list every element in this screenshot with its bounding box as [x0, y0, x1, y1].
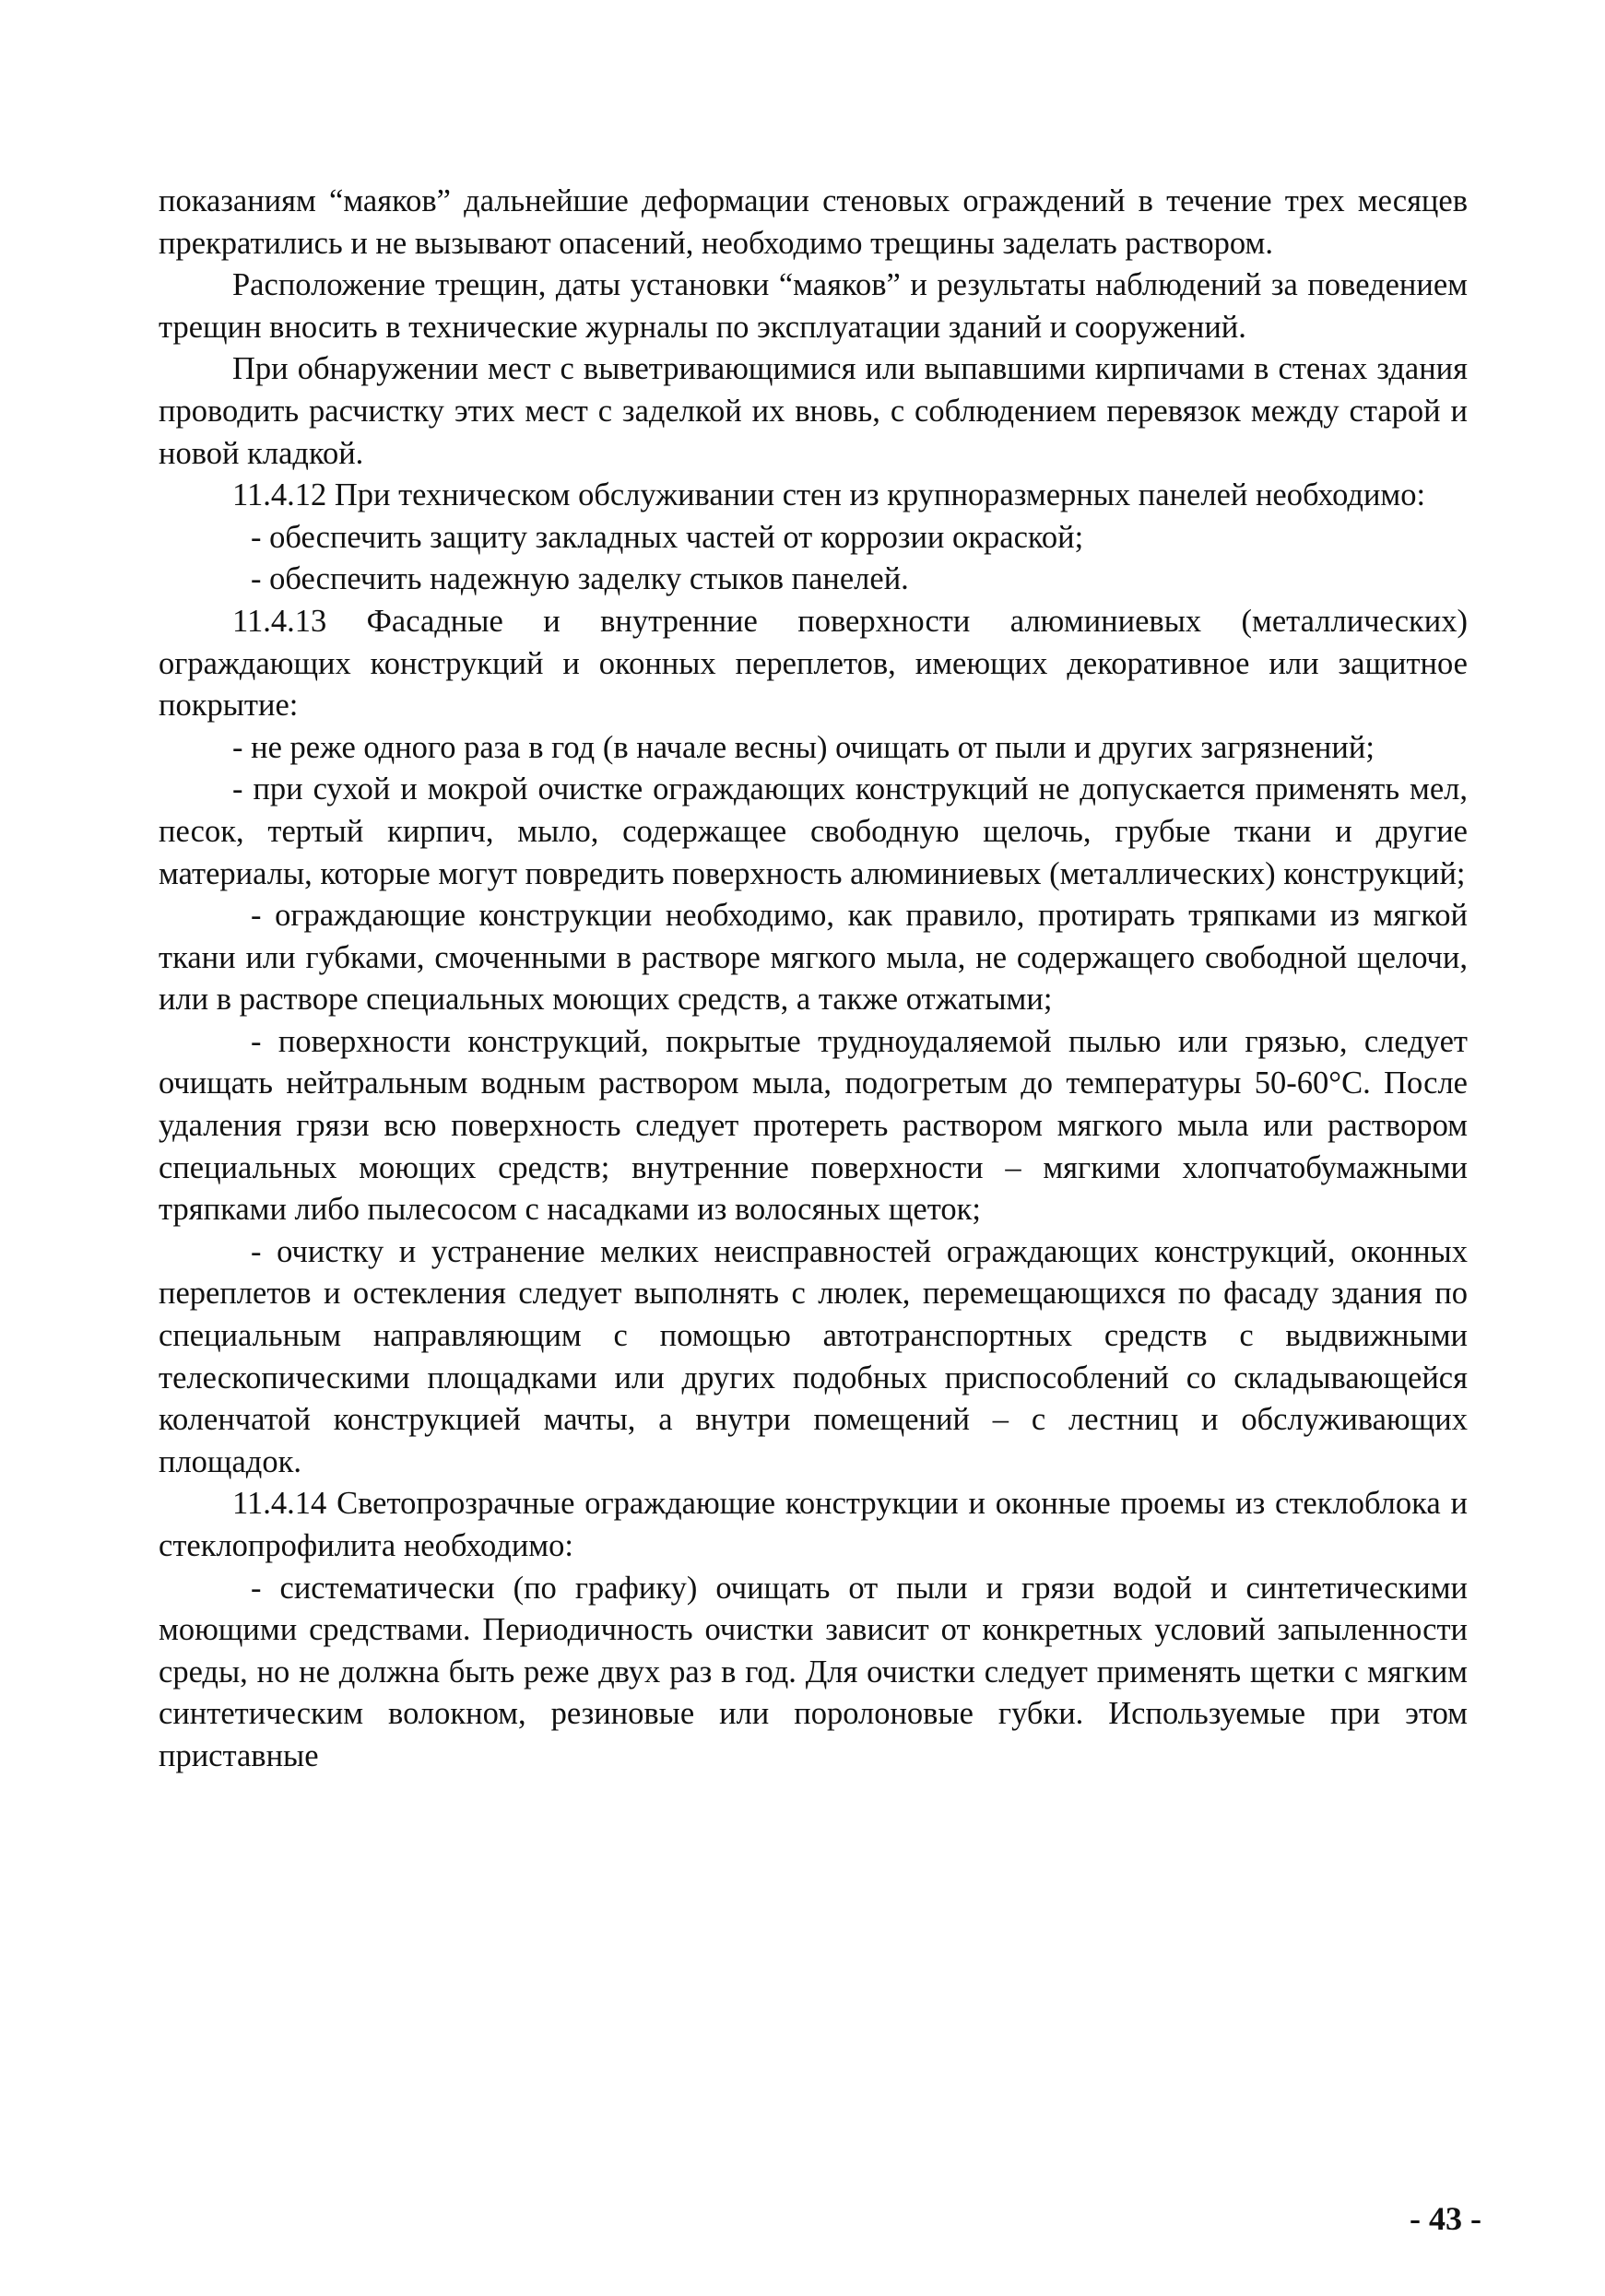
section-11-4-13: 11.4.13 Фасадные и внутренние поверхности алюминиевых (металлических) ограждающих конструкций и оконных переплетов, имеющих декоративное или защитное покрытие:: [159, 603, 1468, 724]
list-item-wiping: - ограждающие конструкции необходимо, как правило, протирать тряпками из мягкой ткани или губками, смоченными в растворе мягкого мыла, не содержащего свободной щелочи, или в растворе специальных моющих средств, а также отжатыми;: [159, 898, 1468, 1018]
list-item-corrosion: - обеспечить защиту закладных частей от коррозии окраской;: [251, 519, 1084, 555]
list-item-joints: - обеспечить надежную заделку стыков панелей.: [251, 561, 909, 597]
paragraph-cracks-log: Расположение трещин, даты установки “маяков” и результаты наблюдений за поведением трещин вносить в технические журналы по эксплуатации зданий и сооружений.: [159, 267, 1468, 345]
paragraph-bricks: При обнаружении мест с выветривающимися или выпавшими кирпичами в стенах здания проводить расчистку этих мест с заделкой их вновь, с соблюдением перевязок между старой и новой кладкой.: [159, 351, 1468, 471]
section-11-4-14: 11.4.14 Светопрозрачные ограждающие конструкции и оконные проемы из стеклоблока и стеклопрофилита необходимо:: [159, 1486, 1468, 1563]
paragraph-continuation: показаниям “маяков” дальнейшие деформации стеновых ограждений в течение трех месяцев прекратились и не вызывают опасений, необходимо трещины заделать раствором.: [159, 183, 1468, 261]
list-item-prohibited-materials: - при сухой и мокрой очистке ограждающих конструкций не допускается применять мел, песок, тертый кирпич, мыло, содержащее свободную щелочь, грубые ткани и другие материалы, которые могут повредить поверхность алюминиевых (металлических) конструкций;: [159, 771, 1468, 891]
list-item-systematic-cleaning: - систематически (по графику) очищать от пыли и грязи водой и синтетическими моющими средствами. Периодичность очистки зависит от конкретных условий запыленности среды, но не должна быть реже двух раз в год. Для очистки следует применять щетки с мягким синтетическим волокном, резиновые или поролоновые губки. Используемые при этом приставные: [159, 1570, 1468, 1773]
list-item-heavy-dirt: - поверхности конструкций, покрытые трудноудаляемой пылью или грязью, следует очищать нейтральным водным раствором мыла, подогретым до температуры 50-60°С. После удаления грязи всю поверхность следует протереть раствором мягкого мыла или раствором специальных моющих средств; внутренние поверхности – мягкими хлопчатобумажными тряпками либо пылесосом с насадками из волосяных щеток;: [159, 1023, 1468, 1228]
section-11-4-12: 11.4.12 При техническом обслуживании стен из крупноразмерных панелей необходимо:: [232, 477, 1426, 513]
list-item-cradles: - очистку и устранение мелких неисправностей ограждающих конструкций, оконных переплетов и остекления следует выполнять с люлек, перемещающихся по фасаду здания по специальным направляющим с помощью автотранспортных средств с выдвижными телескопическими площадками или других подобных приспособлений со складывающейся коленчатой конструкцией мачты, а внутри помещений – с лестниц и обслуживающих площадок.: [159, 1233, 1468, 1479]
body-text: [159, 181, 1468, 1778]
page-number: - 43 -: [1410, 2200, 1481, 2237]
list-item-yearly-cleaning: - не реже одного раза в год (в начале весны) очищать от пыли и других загрязнений;: [232, 729, 1375, 765]
